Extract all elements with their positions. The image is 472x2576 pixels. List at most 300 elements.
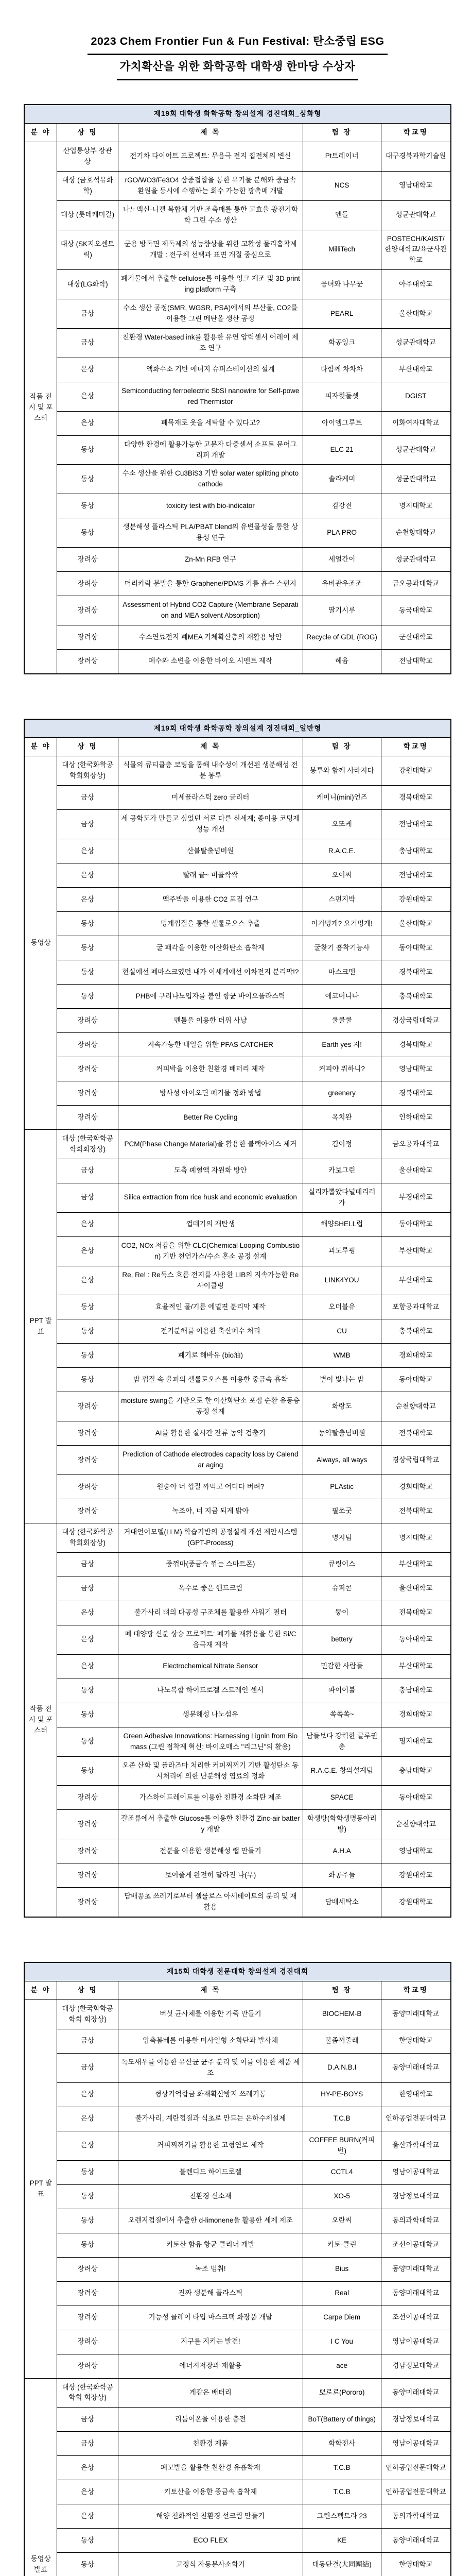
school-cell: 금오공과대학교 (381, 572, 451, 596)
table-row (24, 2281, 451, 2306)
prize-cell: 장려상 (57, 1863, 118, 1888)
prize-cell: 동상 (57, 2184, 118, 2209)
title-cell: 맥주박을 이용한 CO2 포집 연구 (118, 888, 303, 912)
table-row (24, 299, 451, 329)
title-cell: 폐수와 소변을 이용한 바이오 시멘트 제작 (118, 650, 303, 674)
table-row (24, 1392, 451, 1421)
title-cell: 갈조류에서 추출한 Glucose를 이용한 친환경 Zinc-air battery 개발 (118, 1810, 303, 1839)
prize-cell: 장려상 (57, 1446, 118, 1475)
team-cell: 굴찾기 흡착기능사 (303, 936, 381, 960)
team-cell: 엔들 (303, 200, 381, 230)
school-cell: 영남이공대학교 (381, 2330, 451, 2354)
title-cell: 가스하이드레이트를 이용한 친환경 소화탄 제조 (118, 1786, 303, 1810)
table-row (24, 1183, 451, 1212)
title-cell: PCM(Phase Change Material)을 활용한 블랙아이스 제거 (118, 1130, 303, 1159)
table-row (24, 2209, 451, 2233)
table-row (24, 1421, 451, 1446)
title-cell: 담배꽁초 쓰레기로부터 셀룰로스 아세테이트의 분리 및 재활용 (118, 1888, 303, 1917)
school-cell: 포항공과대학교 (381, 1295, 451, 1319)
title-cell: 폐 태양광 신분 상승 프로젝트: 폐기물 재활용을 통한 Si/C 음극재 제작 (118, 1625, 303, 1654)
prize-cell: 장려상 (57, 2281, 118, 2306)
prize-cell: 은상 (57, 382, 118, 411)
team-cell: ace (303, 2354, 381, 2378)
title-cell: 나노복합 하이드로겔 스트레인 센서 (118, 1679, 303, 1703)
school-cell: 경북대학교 (381, 786, 451, 810)
table-row (24, 2432, 451, 2456)
title-cell: Better Re Cycling (118, 1106, 303, 1130)
column-header-team: 팀 장 (303, 1981, 381, 2000)
prize-cell: 대상(LG화학) (57, 270, 118, 299)
title-cell: 폐기물에서 추출한 cellulose를 이용한 잉크 제조 및 3D printing platform 구축 (118, 270, 303, 299)
prize-cell: 동상 (57, 1703, 118, 1727)
team-cell: 민감한 사람들 (303, 1654, 381, 1679)
title-cell: Electrochemical Nitrate Sensor (118, 1654, 303, 1679)
column-header-field: 분 야 (24, 1981, 57, 2000)
table-row (24, 2306, 451, 2330)
title-cell: 세 공학도가 만들고 싶었던 서로 다른 신세계; 종이용 코팅제 성능 개선 (118, 810, 303, 839)
team-cell: PEARL (303, 299, 381, 329)
prize-cell: 금상 (57, 1577, 118, 1601)
team-cell: 화공잉크 (303, 328, 381, 358)
table-title-row (24, 1962, 451, 1981)
prize-cell: 대상 (금호석유화학) (57, 171, 118, 200)
school-cell: 전남대학교 (381, 863, 451, 888)
team-cell: 유비관우조조 (303, 572, 381, 596)
school-cell: 동양미래대학교 (381, 2053, 451, 2082)
title-cell: Semiconducting ferroelectric SbSI nanowire for Self-powered Thermistor (118, 382, 303, 411)
prize-cell: 장려상 (57, 1106, 118, 1130)
school-cell: 동국대학교 (381, 596, 451, 625)
title-cell: 불가사리 뼈의 다공성 구조체를 활용한 샤워기 필터 (118, 1601, 303, 1625)
table-row (24, 1863, 451, 1888)
title-cell: 전분을 이용한 생분해성 랩 만들기 (118, 1839, 303, 1863)
school-cell: 전북대학교 (381, 1421, 451, 1446)
table-row (24, 2504, 451, 2529)
school-cell: 동아대학교 (381, 1368, 451, 1392)
team-cell: 슈퍼콘 (303, 1577, 381, 1601)
team-cell: D.A.N.B.I (303, 2053, 381, 2082)
table-row (24, 1703, 451, 1727)
prize-cell: 장려상 (57, 1888, 118, 1917)
team-cell: WMB (303, 1344, 381, 1368)
title-cell: 밤 껍질 속 율피의 셀룰로오스를 이용한 중금속 흡착 (118, 1368, 303, 1392)
table-row (24, 1081, 451, 1106)
table-row (24, 382, 451, 411)
table-row (24, 863, 451, 888)
table-row (24, 142, 451, 171)
table-row (24, 2131, 451, 2160)
table-row (24, 1446, 451, 1475)
school-cell: 영남대학교 (381, 1057, 451, 1081)
team-cell: 솔라케미 (303, 465, 381, 494)
title-cell: 폐모발을 활용한 친환경 유흡착재 (118, 2456, 303, 2480)
school-cell: 강원대학교 (381, 1863, 451, 1888)
school-cell: 경희대학교 (381, 1344, 451, 1368)
title-cell: 불가사리, 계란껍질과 식초로 만드는 은하수제설제 (118, 2107, 303, 2131)
school-cell: 조선이공대학교 (381, 2306, 451, 2330)
team-cell: 불좀꺼줄래 (303, 2029, 381, 2053)
prize-cell: 장려상 (57, 2306, 118, 2330)
school-cell: 충북대학교 (381, 1319, 451, 1344)
team-cell: BoT(Battery of things) (303, 2408, 381, 2432)
school-cell: 충남대학교 (381, 1679, 451, 1703)
column-header-title: 제 목 (118, 1981, 303, 2000)
team-cell: HY-PE-BOYS (303, 2082, 381, 2107)
team-cell: 화학전사 (303, 2432, 381, 2456)
team-cell: Real (303, 2281, 381, 2306)
team-cell: Bius (303, 2257, 381, 2281)
document-title (24, 30, 451, 80)
school-cell: 인하대학교 (381, 1106, 451, 1130)
table-row (24, 1523, 451, 1553)
prize-cell: 금상 (57, 2029, 118, 2053)
table-row (24, 2029, 451, 2053)
table-row (24, 358, 451, 382)
table-row (24, 936, 451, 960)
title-cell: Prediction of Cathode electrodes capacity loss by Calendar aging (118, 1446, 303, 1475)
title-cell: 식물의 큐티클층 코팅을 통해 내수성이 개선된 생분해성 전분 봉투 (118, 756, 303, 786)
title-cell: 키토산을 이용한 중금속 흡착제 (118, 2480, 303, 2504)
school-cell: 명지대학교 (381, 1727, 451, 1756)
title-cell: 전기분해를 이용한 축산폐수 처리 (118, 1319, 303, 1344)
document-title-line1: 2023 Chem Frontier Fun & Fun Festival: 탄소중립 ESG (88, 30, 387, 55)
table-row (24, 985, 451, 1009)
school-cell: 군산대학교 (381, 625, 451, 650)
table-row (24, 171, 451, 200)
title-cell: toxicity test with bio-indicator (118, 494, 303, 518)
team-cell: 대동단결(大同團結) (303, 2553, 381, 2576)
title-cell: 키토산 함유 항균 클리너 개발 (118, 2233, 303, 2257)
prize-cell: 금상 (57, 1159, 118, 1183)
column-header-team: 팀 장 (303, 124, 381, 142)
prize-cell: 장려상 (57, 1839, 118, 1863)
column-header-row (24, 124, 451, 142)
table-title: 제19회 대학생 화학공학 창의설계 경진대회_심화형 (24, 105, 451, 123)
title-cell: 고정식 자동분사소화기 (118, 2553, 303, 2576)
school-cell: 울산대학교 (381, 1159, 451, 1183)
table-row (24, 2082, 451, 2107)
school-cell: 동아대학교 (381, 1625, 451, 1654)
school-cell: 경남정보대학교 (381, 2184, 451, 2209)
prize-cell: 은상 (57, 1266, 118, 1295)
column-header-prize: 상 명 (57, 124, 118, 142)
prize-cell: 은상 (57, 863, 118, 888)
team-cell: SPACE (303, 1786, 381, 1810)
team-cell: 화생방(화학생명동아리방) (303, 1810, 381, 1839)
table-row (24, 1106, 451, 1130)
table-row (24, 230, 451, 270)
school-cell: 동양미래대학교 (381, 2281, 451, 2306)
prize-cell: 장려상 (57, 596, 118, 625)
team-cell: R.A.C.E. (303, 839, 381, 863)
team-cell: 남들보다 강력한 글루권총 (303, 1727, 381, 1756)
prize-cell: 장려상 (57, 1033, 118, 1057)
team-cell: 아이엠그루트 (303, 411, 381, 435)
column-header-prize: 상 명 (57, 738, 118, 756)
school-cell: 울산대학교 (381, 299, 451, 329)
table-row (24, 1266, 451, 1295)
school-cell: 부산대학교 (381, 1266, 451, 1295)
column-header-row (24, 1981, 451, 2000)
school-cell: 이화여자대학교 (381, 411, 451, 435)
school-cell: 충남대학교 (381, 1756, 451, 1786)
column-header-field: 분 야 (24, 738, 57, 756)
team-cell: 옥치완 (303, 1106, 381, 1130)
table-row (24, 270, 451, 299)
title-cell: 녹조 멈춰! (118, 2257, 303, 2281)
team-cell: 키토-클린 (303, 2233, 381, 2257)
team-cell: greenery (303, 1081, 381, 1106)
table-row (24, 1236, 451, 1266)
prize-cell: 동상 (57, 1344, 118, 1368)
prize-cell: 장려상 (57, 2330, 118, 2354)
team-cell: CU (303, 1319, 381, 1344)
school-cell: 동양미래대학교 (381, 2378, 451, 2408)
table-row (24, 518, 451, 548)
table-row (24, 1679, 451, 1703)
table-row (24, 1033, 451, 1057)
team-cell: LINK4YOU (303, 1266, 381, 1295)
title-cell: rGO/WO3/Fe3O4 삼중접합을 통한 유기물 분해와 중금속 환원을 동시에 수행하는 회수 가능한 광촉매 개발 (118, 171, 303, 200)
school-cell: 경남정보대학교 (381, 2408, 451, 2432)
team-cell: 쏙쏙쏙~ (303, 1703, 381, 1727)
school-cell: 아주대학교 (381, 270, 451, 299)
prize-cell: 동상 (57, 1295, 118, 1319)
title-cell: 커피박을 이용한 친환경 배터리 제작 (118, 1057, 303, 1081)
team-cell: T.C.B (303, 2480, 381, 2504)
school-cell: 한영대학교 (381, 2029, 451, 2053)
prize-cell: 동상 (57, 2209, 118, 2233)
prize-cell: 동상 (57, 1727, 118, 1756)
school-cell: DGIST (381, 382, 451, 411)
team-cell: COFFEE BURN(커피번) (303, 2131, 381, 2160)
prize-cell: 대상 (한국화학공학회회장상) (57, 756, 118, 786)
table-row (24, 1475, 451, 1499)
table-row (24, 572, 451, 596)
team-cell: 피자헛둘셋 (303, 382, 381, 411)
school-cell: 부산대학교 (381, 358, 451, 382)
prize-cell: 동상 (57, 2553, 118, 2576)
title-cell: 옥수로 좋은 핸드크림 (118, 1577, 303, 1601)
title-cell: 형상기억합금 화재확산방지 쓰레기통 (118, 2082, 303, 2107)
table-row (24, 1295, 451, 1319)
prize-cell: 은상 (57, 1654, 118, 1679)
title-cell: 산불탈출넘버원 (118, 839, 303, 863)
school-cell: 대구경북과학기술원 (381, 142, 451, 171)
prize-cell: 장려상 (57, 1810, 118, 1839)
document-title-line2: 가치확산을 위한 화학공학 대학생 한마당 수상자 (117, 55, 359, 80)
prize-cell: 장려상 (57, 1009, 118, 1033)
team-cell: 화공주들 (303, 1863, 381, 1888)
team-cell: T.C.B (303, 2107, 381, 2131)
school-cell: 영남이공대학교 (381, 2160, 451, 2184)
field-cell: 작품 전시 및 포스터 (24, 1523, 57, 1918)
school-cell: 경북대학교 (381, 1081, 451, 1106)
table-row (24, 1552, 451, 1577)
school-cell: 영남대학교 (381, 1839, 451, 1863)
school-cell: 경상국립대학교 (381, 1009, 451, 1033)
school-cell: 성균관대학교 (381, 465, 451, 494)
table-row (24, 2053, 451, 2082)
prize-cell: 은상 (57, 1236, 118, 1266)
column-header-school: 학교명 (381, 738, 451, 756)
prize-cell: 금상 (57, 299, 118, 329)
table-row (24, 465, 451, 494)
team-cell: 큐링어스 (303, 1552, 381, 1577)
award-table-body (24, 756, 451, 1917)
school-cell: 금오공과대학교 (381, 1130, 451, 1159)
table-row (24, 200, 451, 230)
table-row (24, 810, 451, 839)
team-cell: 파이어볼 (303, 1679, 381, 1703)
table-row (24, 435, 451, 465)
school-cell: 경북대학교 (381, 960, 451, 985)
prize-cell: 대상 (한국화학공학회 회장상) (57, 2000, 118, 2029)
school-cell: 부산대학교 (381, 1654, 451, 1679)
school-cell: 조선이공대학교 (381, 2233, 451, 2257)
school-cell: 울산대학교 (381, 912, 451, 936)
school-cell: 전북대학교 (381, 1601, 451, 1625)
title-cell: 지속가능한 내일을 위한 PFAS CATCHER (118, 1033, 303, 1057)
prize-cell: 장려상 (57, 625, 118, 650)
team-cell: BIOCHEM-B (303, 2000, 381, 2029)
table-row (24, 1577, 451, 1601)
title-cell: 방사성 아이오딘 폐기물 정화 방법 (118, 1081, 303, 1106)
prize-cell: 은상 (57, 888, 118, 912)
school-cell: 인하공업전문대학교 (381, 2456, 451, 2480)
title-cell: 해양 친화적인 친환경 선크림 만들기 (118, 2504, 303, 2529)
team-cell: 뚱이 (303, 1601, 381, 1625)
team-cell: R.A.C.E. 창의설계팀 (303, 1756, 381, 1786)
school-cell: 전북대학교 (381, 1499, 451, 1523)
title-cell: AI를 활용한 실시간 잔류 농약 검출기 (118, 1421, 303, 1446)
award-table-body (24, 142, 451, 673)
school-cell: 동아대학교 (381, 1212, 451, 1236)
title-cell: 커피찌꺼기를 활용한 고형연로 제작 (118, 2131, 303, 2160)
title-cell: 껍데기의 재탄생 (118, 1212, 303, 1236)
team-cell: 헤윰 (303, 650, 381, 674)
table-row (24, 2354, 451, 2378)
table-row (24, 2160, 451, 2184)
prize-cell: 장려상 (57, 1057, 118, 1081)
team-cell: 오또케 (303, 810, 381, 839)
prize-cell: 금상 (57, 2053, 118, 2082)
table-title: 제15회 대학생 전문대학 창의설계 경진대회 (24, 1962, 451, 1981)
prize-cell: 동상 (57, 1679, 118, 1703)
team-cell: 오이씨 (303, 863, 381, 888)
table-row (24, 1368, 451, 1392)
school-cell: 성균관대학교 (381, 200, 451, 230)
school-cell: POSTECH/KAIST/한양대학교/육군사관학교 (381, 230, 451, 270)
table-row (24, 2107, 451, 2131)
title-cell: 게같은 배터리 (118, 2378, 303, 2408)
title-cell: 다양한 환경에 활용가능한 고분자 다중센서 소프트 문어그리퍼 개발 (118, 435, 303, 465)
prize-cell: 장려상 (57, 650, 118, 674)
team-cell: 세얼간이 (303, 548, 381, 572)
title-cell: 친환경 Water-based ink를 활용한 유연 압력센서 어레이 제조 연구 (118, 328, 303, 358)
table-row (24, 839, 451, 863)
table-row (24, 1727, 451, 1756)
prize-cell: 장려상 (57, 2354, 118, 2378)
school-cell: 강원대학교 (381, 888, 451, 912)
school-cell: 성균관대학교 (381, 328, 451, 358)
prize-cell: 장려상 (57, 2257, 118, 2281)
school-cell: 성균관대학교 (381, 548, 451, 572)
team-cell: 화랑도 (303, 1392, 381, 1421)
field-cell: 작품 전시 및 포스터 (24, 142, 57, 673)
title-cell: 에너지저장과 재활용 (118, 2354, 303, 2378)
table-row (24, 1344, 451, 1368)
prize-cell: 장려상 (57, 572, 118, 596)
title-cell: 원숭아 너 껍질 까먹고 어디다 버려? (118, 1475, 303, 1499)
table-row (24, 2456, 451, 2480)
prize-cell: 은상 (57, 2082, 118, 2107)
team-cell: Carpe Diem (303, 2306, 381, 2330)
prize-cell: 동상 (57, 936, 118, 960)
column-header-school: 학교명 (381, 1981, 451, 2000)
team-cell: MilliTech (303, 230, 381, 270)
table-row (24, 756, 451, 786)
school-cell: 한영대학교 (381, 2553, 451, 2576)
school-cell: 성균관대학교 (381, 435, 451, 465)
prize-cell: 동상 (57, 518, 118, 548)
school-cell: 경희대학교 (381, 1475, 451, 1499)
prize-cell: 대상 (한국화학공학회회장상) (57, 1130, 118, 1159)
prize-cell: 장려상 (57, 1499, 118, 1523)
school-cell: 울산대학교 (381, 1577, 451, 1601)
table-row (24, 2000, 451, 2029)
title-cell: 리튬이온을 이용한 충전 (118, 2408, 303, 2432)
school-cell: 부산대학교 (381, 1552, 451, 1577)
title-cell: 도축 폐혈액 자원화 방안 (118, 1159, 303, 1183)
prize-cell: 장려상 (57, 1475, 118, 1499)
team-cell: CCTL4 (303, 2160, 381, 2184)
prize-cell: 금상 (57, 2408, 118, 2432)
team-cell: 다함께 차차차 (303, 358, 381, 382)
title-cell: Zn-Mn RFB 연구 (118, 548, 303, 572)
school-cell: 강원대학교 (381, 1888, 451, 1917)
column-header-prize: 상 명 (57, 1981, 118, 2000)
prize-cell: 은상 (57, 1625, 118, 1654)
title-cell: 중꺾마(중금속 꺾는 스마트폰) (118, 1552, 303, 1577)
title-cell: 군용 방독면 제독제의 성능향상을 위한 고활성 물리흡착제 개발 : 전구체 선택과 표면 개질 중심으로 (118, 230, 303, 270)
team-cell: 쿨쿨쿨 (303, 1009, 381, 1033)
team-cell: 오란씨 (303, 2209, 381, 2233)
title-cell: 액화수소 기반 에너지 슈퍼스테이션의 설계 (118, 358, 303, 382)
school-cell: 울산과학대학교 (381, 2131, 451, 2160)
table-row (24, 2184, 451, 2209)
table-title: 제19회 대학생 화학공학 창의설계 경진대회_일반형 (24, 719, 451, 738)
field-cell: 동영상 (24, 756, 57, 1130)
school-cell: 동의과학대학교 (381, 2504, 451, 2529)
table-row (24, 2529, 451, 2553)
title-cell: 멘톨을 이용한 더위 사냥 (118, 1009, 303, 1033)
table-row (24, 1130, 451, 1159)
team-cell: ELC 21 (303, 435, 381, 465)
team-cell: Pt트레이너 (303, 142, 381, 171)
school-cell: 부산대학교 (381, 1236, 451, 1266)
prize-cell: 대상 (SK지오센트릭) (57, 230, 118, 270)
prize-cell: 동상 (57, 2529, 118, 2553)
title-cell: moisture swing을 기반으로 한 이산화탄소 포집 순환 유동층 공정 설계 (118, 1392, 303, 1421)
school-cell: 동아대학교 (381, 1786, 451, 1810)
school-cell: 경상국립대학교 (381, 1446, 451, 1475)
school-cell: 명지대학교 (381, 494, 451, 518)
school-cell: 동양미래대학교 (381, 2529, 451, 2553)
school-cell: 순천향대학교 (381, 1810, 451, 1839)
team-cell: 카보그린 (303, 1159, 381, 1183)
table-row (24, 1888, 451, 1917)
